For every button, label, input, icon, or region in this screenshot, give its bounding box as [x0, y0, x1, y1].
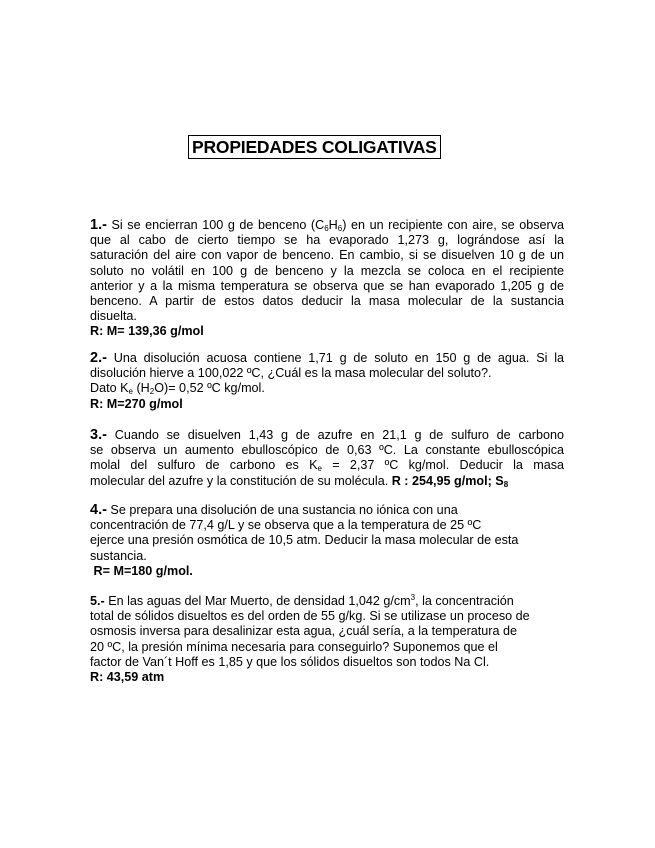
problem-1-line-3: saturación del aire con vapor de benceno. En cambio, si se disuelven 10 g de un — [90, 248, 564, 263]
problem-1-line-6: benceno. A partir de estos datos deducir la masa molecular de la sustancia — [90, 294, 564, 309]
problem-4-line-3: ejerce una presión osmótica de 10,5 atm. Deducir la masa molecular de esta — [90, 533, 519, 548]
problem-1-line-4: soluto no volátil en 100 g de benceno y la mezcla se coloca en el recipiente — [90, 263, 564, 278]
problem-3-line-2: se observa un aumento ebulloscópico de 0,63 ºC. La constante ebulloscópica — [90, 443, 564, 458]
problem-5-line-4: 20 ºC, la presión mínima necesaria para conseguirlo? Suponemos que el — [90, 639, 498, 654]
problem-4-line-4: sustancia. — [90, 548, 147, 563]
problem-1 — [90, 218, 564, 340]
problem-3-line-4: molecular del azufre y la constitución de su molécula. R : 254,95 g/mol; $S_8$ — [90, 473, 509, 489]
problem-2-answer: R: M=270 g/mol — [90, 396, 183, 411]
problem-4-line-1: 4.- Se prepara una disolución de una sustancia no iónica con una — [90, 502, 458, 518]
problem-4-line-2: concentración de 77,4 g/L y se observa que a la temperatura de 25 ºC — [90, 518, 482, 533]
problem-number: 2.- — [90, 350, 107, 366]
problem-2-line-1: 2.- Una disolución acuosa contiene 1,71 g de soluto en 150 g de agua. Si la — [90, 350, 565, 366]
problem-number: 1.- — [90, 217, 107, 233]
problem-4-answer: R= M=180 g/mol. — [90, 563, 193, 578]
problem-1-line-1: 1.- Si se encierran 100 g de benceno $(C_6H_6)$ en un recipiente con aire, se observa — [90, 217, 565, 233]
problem-number: 4.- — [90, 502, 107, 518]
problem-2 — [90, 351, 564, 412]
problem-5 — [90, 594, 564, 685]
problem-5-line-2: total de sólidos disueltos es del orden de 55 g/kg. Si se utilizase un proceso de — [90, 609, 530, 624]
problem-2-line-2: disolución hierve a 100,022 ºC, ¿Cuál es la masa molecular del soluto?. — [90, 366, 492, 381]
problem-number: 5.- — [90, 594, 105, 608]
problem-number: 3.- — [90, 427, 107, 443]
page-title: PROPIEDADES COLIGATIVAS — [188, 135, 441, 159]
problem-3 — [90, 428, 564, 489]
problem-1-answer: R: M= 139,36 g/mol — [90, 324, 204, 339]
problem-5-line-3: osmosis inversa para desalinizar esta agua, ¿cuál sería, a la temperatura de — [90, 624, 518, 639]
problem-4 — [90, 503, 564, 579]
problem-3-line-3: molal del sulfuro de carbono es $K_e = 2,37$ ºC kg/mol. Deducir la masa — [90, 458, 564, 474]
problem-1-line-5: anterior y a la misma temperatura se observa que se han evaporado 1,205 g de — [90, 278, 564, 293]
problem-1-line-2: que al cabo de cierto tiempo se ha evaporado 1,273 g, lográndose así la — [90, 233, 564, 248]
problem-3-line-1: 3.- Cuando se disuelven 1,43 g de azufre en 21,1 g de sulfuro de carbono — [90, 427, 564, 443]
problem-3-answer: R : 254,95 g/mol; $S_8$ — [391, 473, 509, 489]
problem-2-line-3: Dato $K_e$ $(H_2O)= 0,52$ ºC kg/mol. — [90, 381, 265, 397]
problem-1-line-7: disuelta. — [90, 309, 137, 324]
problem-5-line-1: 5.- En las aguas del Mar Muerto, de densidad 1,042 $g/cm^3$, la concentración — [90, 593, 514, 608]
problem-5-answer: R: 43,59 atm — [90, 670, 165, 685]
problem-5-line-5: factor de Van´t Hoff es 1,85 y que los sólidos disueltos son todos Na Cl. — [90, 654, 490, 669]
